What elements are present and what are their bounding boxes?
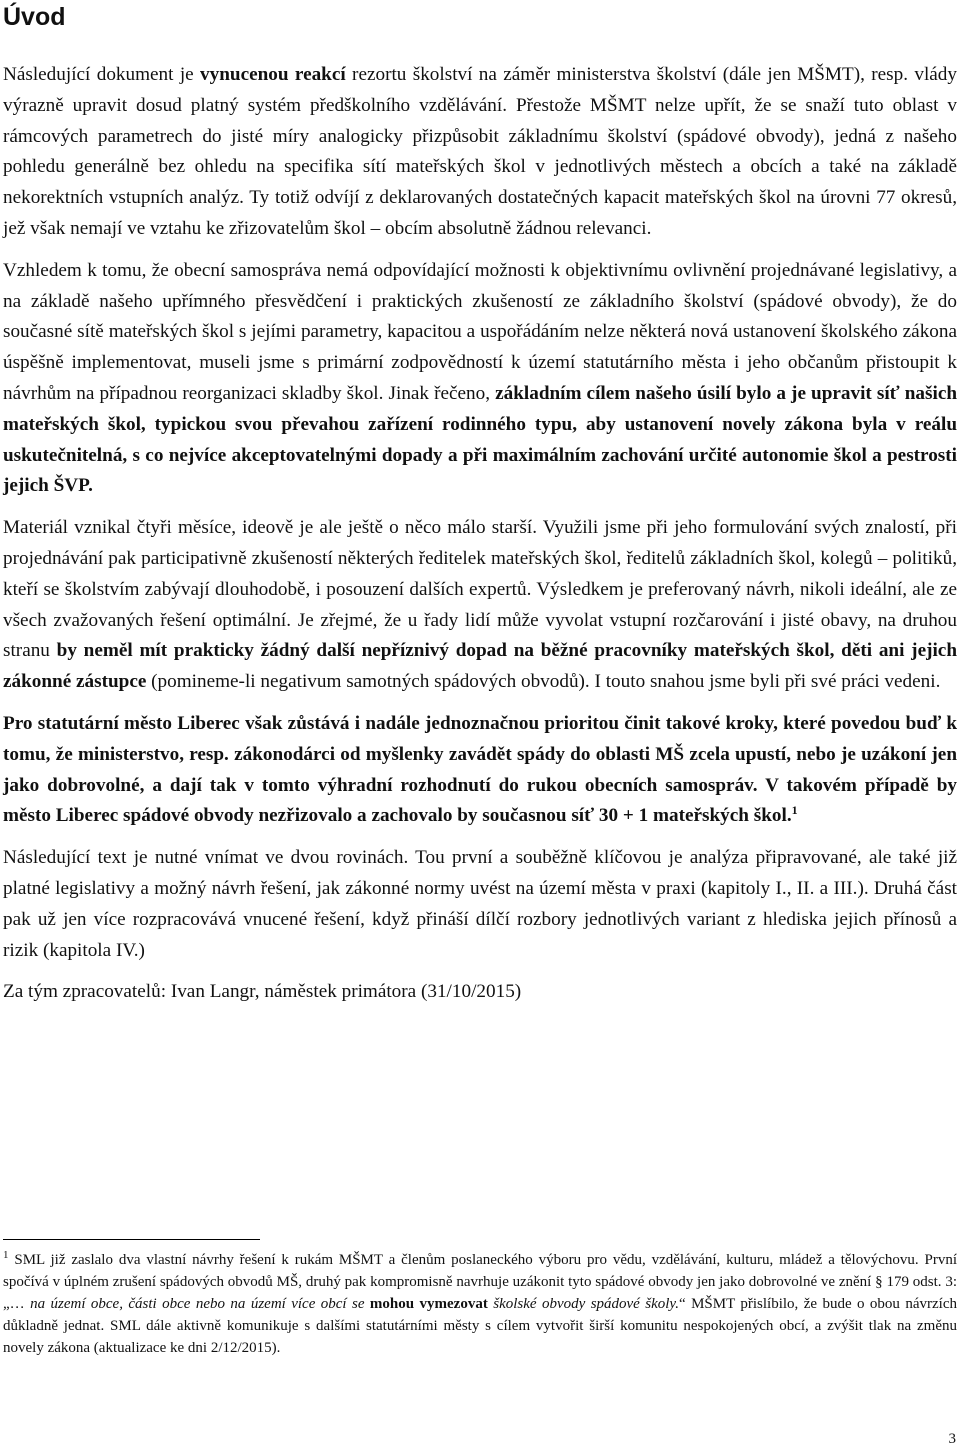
section-heading: Úvod [3,3,66,31]
footnote-text-lead: SML již zaslalo dva vlastní návrhy řešení k rukám MŠMT a členům poslaneckého výboru pro vědu, vzdělávání, kulturu, mládež a tělovýchovu. První spočívá v úplném zrušení spádových obvodů MŠ, druhý pak kompromisně navrhuje uzákonit tyto spádové obvody jen jako dobrovolné ve znění § 179 odst. 3: „… [3,1252,957,1312]
footnote-text-rest: “ MŠMT přislíbilo, že bude o obou návrzích důkladně jednat. SML dále aktivně komunikuje s dalšími statutárními městy s cílem vytvořit širší komunitu nespokojených obcí, a zvýšit tlak na změnu novely zákona (aktualizace ke dni 2/12/2015). [3,1296,957,1356]
footnote-quote-emphasis: mohou vymezovat [369,1296,488,1312]
footnote [3,1249,957,1359]
paragraph-intro [3,60,957,245]
footnote-quote-part1: na území obce, části obce nebo na území více obcí se [30,1296,370,1312]
paragraph-process-lead: Materiál vznikal čtyři měsíce, ideově je ale ještě o něco málo starší. Využili jsme při jeho formulování svých znalostí, při projednávání pak participativně zkušeností některých ředitelek mateřských škol, ředitelů základních škol, kolegů – politiků, kteří se školstvím zabývají dlouhodobě, i posouzení dalších expertů. Výsledkem je preferovaný návrh, nikoli ideální, ale ze všech zvažovaných řešení optimální. Je zřejmé, že u řady lidí může vyvolat vstupní rozčarování i jisté obavy, na druhou stranu [3,517,957,662]
footnote-reference[interactable]: 1 [791,803,798,818]
footnote-mark: 1 [3,1249,9,1261]
footnote-quote-part2: školské obvody spádové školy. [487,1296,679,1312]
paragraph-context-lead: Vzhledem k tomu, že obecní samospráva nemá odpovídající možnosti k objektivnímu ovlivnění projednávané legislativy, a na základě našeho upřímného přesvědčení i praktických zkušeností ze základního školství (spádové obvody), že do současné sítě mateřských škol s jejími parametry, kapacitou a uspořádáním nelze některá nová ustanovení školského zákona úspěšně implementovat, museli jsme s primární zodpovědností k území statutárního města i jeho občanům přistoupit k návrhům na případnou reorganizaci skladby škol. Jinak řečeno, [3,259,957,404]
paragraph-process [3,513,957,698]
paragraph-structure: Následující text je nutné vnímat ve dvou rovinách. Tou první a souběžně klíčovou je analýza připravované, ale také již platné legislativy a možný návrh řešení, jak zákonné normy uvést na území města v praxi (kapitoly I., II. a III.). Druhá část pak už jen více rozpracovává vnucené řešení, když přináší dílčí rozbory jednotlivých variant z hlediska jejich přínosů a rizik (kapitola IV.) [3,847,957,961]
paragraph-process-emphasis: by neměl mít prakticky žádný další nepříznivý dopad na běžné pracovníky mateřských škol, děti ani jejich zákonné zástupce [3,640,957,693]
paragraph-priority-text: Pro statutární město Liberec však zůstává i nadále jednoznačnou prioritou činit takové kroky, které povedou buď k tomu, že ministerstvo, resp. zákonodárci od myšlenky zavádět spády do oblasti MŠ zcela upustí, nebo je uzákoní jen jako dobrovolné, a dají tak v tomto výhradní rozhodnutí do rukou obecních samospráv. V takovém případě by město Liberec spádové obvody nezřizovalo a zachovalo by současnou síť 30 + 1 mateřských škol. [3,712,957,827]
paragraph-context [3,256,957,502]
signature-line: Za tým zpracovatelů: Ivan Langr, náměstek primátora (31/10/2015) [3,981,522,1003]
paragraph-intro-rest: rezortu školství na záměr ministerstva školství (dále jen MŠMT), resp. vlády výrazně upravit dosud platný systém předškolního vzdělávání. Přestože MŠMT nelze upřít, že se snaží tuto oblast v rámcových parametrech do jisté míry analogicky přizpůsobit základnímu školství (spádové obvody), jedná z našeho pohledu generálně bez ohledu na specifika sítí mateřských škol v jednotlivých městech a obcích a také na základě nekorektních vstupních analýz. Ty totiž odvíjí z deklarovaných dostatečných kapacit mateřských škol na úrovni 77 okresů, jež však nemají ve vztahu ke zřizovatelům škol – obcím absolutně žádnou relevanci. [3,64,957,239]
page-number: 3 [948,1431,956,1447]
footnote-divider [3,1239,260,1240]
paragraph-context-goal: základním cílem našeho úsilí bylo a je upravit síť našich mateřských škol, typickou svou převahou zařízení rodinného typu, aby ustanovení novely zákona byla v reálu uskutečnitelná, s co nejvíce akceptovatelnými dopady a při maximálním zachování určité autonomie škol a pestrosti jejich ŠVP. [3,382,958,497]
body-text [3,60,957,1019]
paragraph-intro-lead: Následující dokument je [3,64,201,85]
paragraph-priority [3,709,957,832]
paragraph-process-rest: (pomineme-li negativum samotných spádových obvodů). I touto snahou jsme byli při své práci vedeni. [146,671,941,693]
paragraph-intro-emphasis: vynucenou reakcí [200,64,346,85]
